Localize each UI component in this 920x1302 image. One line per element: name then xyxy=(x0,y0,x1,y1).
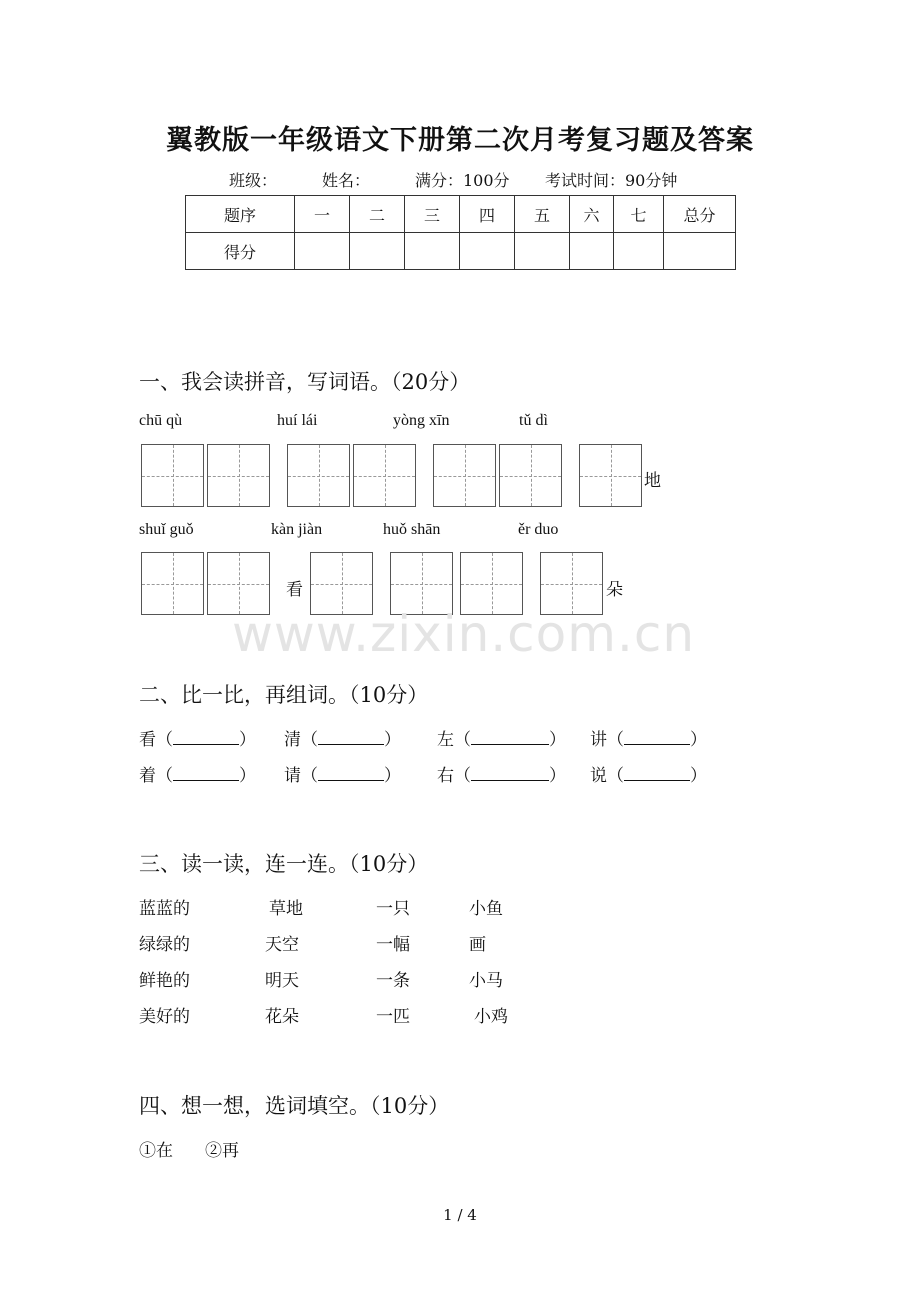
compare-item xyxy=(284,725,401,750)
compare-char: 讲（ xyxy=(590,730,624,750)
compare-char: 请（ xyxy=(284,766,318,786)
close-paren: ） xyxy=(239,730,256,750)
score-cell[interactable] xyxy=(664,233,736,270)
section2-heading: 二、比一比，再组词。（10分） xyxy=(139,683,429,707)
pinyin-label: huǒ shān xyxy=(383,521,441,538)
pinyin-label: shuǐ guǒ xyxy=(139,521,194,538)
close-paren: ） xyxy=(549,730,566,750)
match-word[interactable]: 画 xyxy=(469,935,486,955)
writing-grid-cell[interactable] xyxy=(499,444,562,507)
given-character: 看 xyxy=(286,580,303,600)
pinyin-label: huí lái xyxy=(277,412,318,429)
watermark: www.zixin.com.cn xyxy=(232,605,696,663)
score-cell[interactable] xyxy=(405,233,460,270)
given-character: 地 xyxy=(644,471,661,491)
compare-item xyxy=(437,725,566,750)
pinyin-label: yòng xīn xyxy=(393,412,450,429)
score-cell[interactable] xyxy=(614,233,664,270)
score-cell[interactable] xyxy=(350,233,405,270)
answer-blank[interactable] xyxy=(624,728,690,745)
match-word[interactable]: 花朵 xyxy=(265,1007,299,1027)
compare-char: 看（ xyxy=(139,730,173,750)
score-header-cell: 七 xyxy=(614,196,664,233)
close-paren: ） xyxy=(690,766,707,786)
page-number: 1 / 4 xyxy=(443,1206,477,1224)
score-header-cell: 总分 xyxy=(664,196,736,233)
section1-heading: 一、我会读拼音，写词语。（20分） xyxy=(139,370,471,394)
score-table-score-row xyxy=(186,233,736,270)
writing-grid-cell[interactable] xyxy=(141,444,204,507)
score-cell[interactable] xyxy=(515,233,570,270)
match-word[interactable]: 草地 xyxy=(269,899,303,919)
answer-blank[interactable] xyxy=(318,728,384,745)
compare-char: 说（ xyxy=(590,766,624,786)
section3-heading: 三、读一读，连一连。（10分） xyxy=(139,852,429,876)
score-header-cell: 四 xyxy=(460,196,515,233)
given-character: 朵 xyxy=(606,580,623,600)
match-word[interactable]: 美好的 xyxy=(139,1007,190,1027)
compare-item xyxy=(139,725,256,750)
score-header-cell: 一 xyxy=(295,196,350,233)
match-word[interactable]: 小马 xyxy=(469,971,503,991)
pinyin-label: ěr duo xyxy=(518,521,559,538)
compare-item xyxy=(284,761,401,786)
score-cell[interactable] xyxy=(460,233,515,270)
close-paren: ） xyxy=(549,766,566,786)
answer-blank[interactable] xyxy=(471,764,549,781)
score-header-cell: 题序 xyxy=(186,196,295,233)
compare-item xyxy=(437,761,566,786)
fill-option: ①在 xyxy=(139,1141,173,1161)
fill-option: ②再 xyxy=(205,1141,239,1161)
compare-char: 左（ xyxy=(437,730,471,750)
class-label: 班级： xyxy=(229,171,278,190)
compare-item xyxy=(590,725,707,750)
pinyin-label: kàn jiàn xyxy=(271,521,323,538)
match-word[interactable]: 一幅 xyxy=(376,935,410,955)
score-cell[interactable] xyxy=(570,233,614,270)
score-header-cell: 二 xyxy=(350,196,405,233)
writing-grid-cell[interactable] xyxy=(579,444,642,507)
writing-grid-cell[interactable] xyxy=(433,444,496,507)
match-word[interactable]: 小鸡 xyxy=(474,1007,508,1027)
pinyin-label: tǔ dì xyxy=(519,412,548,429)
writing-grid-cell[interactable] xyxy=(207,444,270,507)
match-word[interactable]: 明天 xyxy=(265,971,299,991)
score-cell[interactable] xyxy=(295,233,350,270)
answer-blank[interactable] xyxy=(471,728,549,745)
exam-time-label: 考试时间：90分钟 xyxy=(545,171,678,190)
compare-char: 右（ xyxy=(437,766,471,786)
compare-char: 着（ xyxy=(139,766,173,786)
match-word[interactable]: 一只 xyxy=(376,899,410,919)
match-word[interactable]: 天空 xyxy=(265,935,299,955)
document-title: 翼教版一年级语文下册第二次月考复习题及答案 xyxy=(166,125,754,156)
answer-blank[interactable] xyxy=(173,728,239,745)
writing-grid-cell[interactable] xyxy=(353,444,416,507)
match-word[interactable]: 小鱼 xyxy=(469,899,503,919)
close-paren: ） xyxy=(384,766,401,786)
close-paren: ） xyxy=(239,766,256,786)
name-label: 姓名： xyxy=(322,171,371,190)
score-row-label: 得分 xyxy=(186,233,295,270)
close-paren: ） xyxy=(384,730,401,750)
match-word[interactable]: 一条 xyxy=(376,971,410,991)
match-word[interactable]: 鲜艳的 xyxy=(139,971,190,991)
compare-char: 清（ xyxy=(284,730,318,750)
compare-item xyxy=(590,761,707,786)
score-header-cell: 三 xyxy=(405,196,460,233)
section4-heading: 四、想一想，选词填空。（10分） xyxy=(139,1094,450,1118)
answer-blank[interactable] xyxy=(173,764,239,781)
score-table-header-row xyxy=(186,196,736,233)
compare-item xyxy=(139,761,256,786)
score-header-cell: 五 xyxy=(515,196,570,233)
pinyin-label: chū qù xyxy=(139,412,183,429)
answer-blank[interactable] xyxy=(318,764,384,781)
match-word[interactable]: 蓝蓝的 xyxy=(139,899,190,919)
writing-grid-cell[interactable] xyxy=(287,444,350,507)
full-score-label: 满分：100分 xyxy=(415,171,510,190)
score-header-cell: 六 xyxy=(570,196,614,233)
match-word[interactable]: 一匹 xyxy=(376,1007,410,1027)
match-word[interactable]: 绿绿的 xyxy=(139,935,190,955)
close-paren: ） xyxy=(690,730,707,750)
score-table xyxy=(185,195,736,270)
writing-grid-cell[interactable] xyxy=(141,552,204,615)
answer-blank[interactable] xyxy=(624,764,690,781)
